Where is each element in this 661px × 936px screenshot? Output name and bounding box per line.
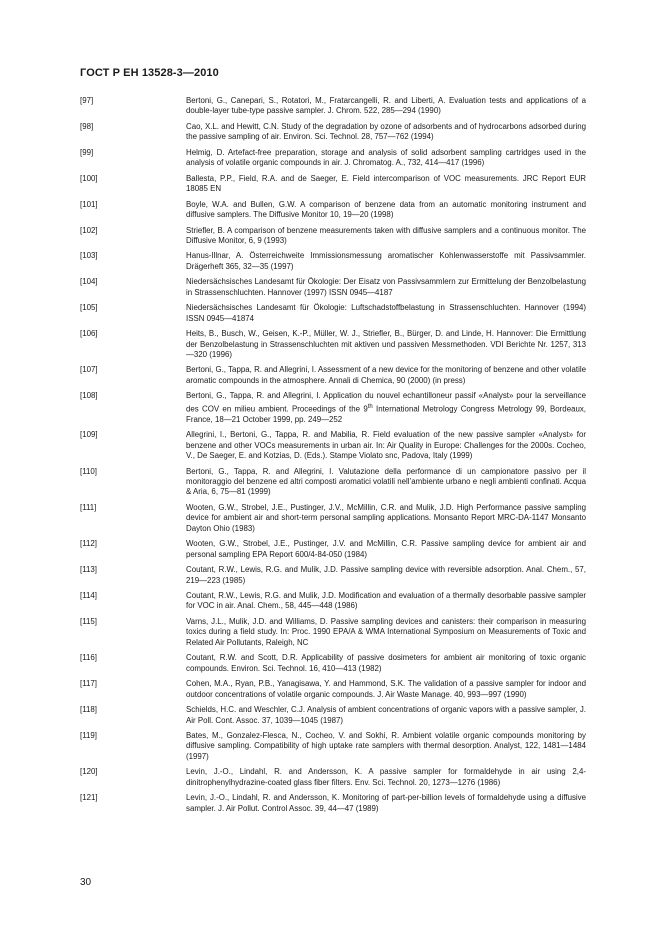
reference-number: [99] bbox=[80, 147, 94, 157]
reference-number: [114] bbox=[80, 591, 97, 601]
reference-text: Coutant, R.W. and Scott, D.R. Applicability of passive dosimeters for ambient air monitoring of toxic organic compounds. Environ. Sci. Technol. 16, 410—413 (1982) bbox=[186, 653, 586, 673]
reference-number: [104] bbox=[80, 277, 98, 287]
reference-text: Bates, M., Gonzalez-Flesca, N., Cocheo, V. and Sokhi, R. Ambient volatile organic compounds monitoring by diffusive sampling. Compatibility of high uptake rate samplers with thermal desorption. Analyst, 122, 1481—1484 (1997) bbox=[186, 731, 586, 761]
reference-number: [102] bbox=[80, 225, 98, 235]
reference-text: Coutant, R.W., Lewis, R.G. and Mulik, J.D. Modification and evaluation of a thermally desorbable passive sampler for VOC in air. Anal. Chem., 58, 445—448 (1986) bbox=[186, 591, 586, 611]
reference-text: Ballesta, P.P., Field, R.A. and de Saeger, E. Field intercomparison of VOC measurements. JRC Report EUR 18085 EN bbox=[186, 173, 586, 194]
reference-text: Bertoni, G., Canepari, S., Rotatori, M., Fratarcangelli, R. and Liberti, A. Evaluation tests and applications of a double-layer tube-type passive sampler. J. Chrom. 522, 285—294 (1990) bbox=[186, 96, 586, 116]
page-number: 30 bbox=[80, 877, 92, 888]
reference-text: Schields, H.C. and Weschler, C.J. Analysis of ambient concentrations of organic vapors with a passive sampler, J. Air Poll. Cont. Assoc. 37, 1039—1045 (1987) bbox=[186, 705, 586, 725]
reference-number: [105] bbox=[80, 303, 98, 313]
reference-entry bbox=[80, 303, 586, 324]
reference-text: Wooten, G.W., Strobel, J.E., Pustinger, J.V. and McMillin, C.R. Passive sampling device for ambient air and personal sampling EPA Report 600/4-84-050 (1984) bbox=[186, 539, 586, 559]
reference-text: Levin, J.-O., Lindahl, R. and Andersson, K. Monitoring of part-per-billion levels of formaldehyde using a diffusive sampler. J. Air Pollut. Control Assoc. 39, 44—47 (1989) bbox=[186, 793, 586, 813]
reference-number: [113] bbox=[80, 565, 97, 575]
reference-number: [107] bbox=[80, 365, 98, 375]
reference-number: [109] bbox=[80, 430, 98, 440]
reference-entry bbox=[80, 731, 586, 762]
reference-text: Boyle, W.A. and Bullen, G.W. A comparison of benzene data from an automatic monitoring instrument and diffusive samplers. The Diffusive Monitor 10, 19—20 (1998) bbox=[186, 199, 586, 220]
reference-text: Heits, B., Busch, W., Geisen, K.-P., Müller, W. J., Striefler, B., Bürger, D. and Linde, H. Hannover: Die Ermittlung der Benzolbelastung in Strassenschluchten mit aktiven und passiven Messmethoden. VDI Berichte Nr. 1257, 313—320 (1996) bbox=[186, 329, 586, 359]
reference-text: Hanus-Illnar, A. Österreichweite Immissionsmessung aromatischer Kohlenwasserstoffe mit Passivsammler. Drägerheft 365, 32—35 (1997) bbox=[186, 251, 586, 271]
reference-entry bbox=[80, 430, 586, 461]
reference-entry bbox=[80, 539, 586, 560]
reference-number: [111] bbox=[80, 502, 97, 512]
reference-text: Bertoni, G., Tappa, R. and Allegrini, I. Assessment of a new device for the monitoring of benzene and other volatile aromatic compounds in the atmosphere. Annali di Chemica, 90 (2000) (in press) bbox=[186, 365, 586, 385]
reference-number: [120] bbox=[80, 767, 98, 777]
reference-text: Levin, J.-O., Lindahl, R. and Andersson, K. A passive sampler for formaldehyde in air using 2,4-dinitrophenylhydrazine-coated glass fiber filters. Env. Sci. Technol. 20, 1273—1276 (1986) bbox=[186, 767, 586, 787]
reference-entry bbox=[80, 200, 586, 221]
reference-entry bbox=[80, 122, 586, 143]
reference-text: Bertoni, G., Tappa, R. and Allegrini, I. Application du nouvel echantilloneur passif «Analyst» pour la serveillance des COV en milieu ambient. Proceedings of the 9th International Metrology Congress Metrology 99, Bordeaux, France, 18—21 October 1999, pp. 249—252 bbox=[186, 391, 586, 424]
reference-number: [101] bbox=[80, 199, 98, 209]
reference-entry bbox=[80, 226, 586, 247]
reference-entry bbox=[80, 148, 586, 169]
reference-number: [100] bbox=[80, 173, 98, 183]
reference-text: Coutant, R.W., Lewis, R.G. and Mulik, J.D. Passive sampling device with reversible adsorption. Anal. Chem., 57, 219—223 (1985) bbox=[186, 565, 586, 585]
document-header: ГОСТ Р ЕН 13528-3—2010 bbox=[80, 67, 219, 79]
reference-text: Cao, X.L. and Hewitt, C.N. Study of the degradation by ozone of adsorbents and of hydrocarbons adsorbed during the passive sampling of air. Environ. Sci. Technol. 28, 757—762 (1994) bbox=[186, 121, 586, 142]
reference-entry bbox=[80, 793, 586, 814]
reference-number: [108] bbox=[80, 391, 98, 401]
reference-text: Helmig, D. Artefact-free preparation, storage and analysis of solid adsorbent sampling cartridges used in the analysis of volatile organic compounds in air. J. Chromatog. A., 732, 414—417 (1996) bbox=[186, 147, 586, 168]
reference-text: Niedersächsisches Landesamt für Ökologie: Luftschadstoffbelastung in Strassenschluchten. Hannover (1994) ISSN 0945—41874 bbox=[186, 303, 586, 323]
reference-entry bbox=[80, 617, 586, 648]
reference-entry bbox=[80, 705, 586, 726]
reference-entry bbox=[80, 96, 586, 117]
reference-entry bbox=[80, 251, 586, 272]
reference-number: [115] bbox=[80, 616, 97, 626]
reference-entry bbox=[80, 653, 586, 674]
reference-list bbox=[80, 96, 586, 819]
reference-number: [110] bbox=[80, 466, 97, 476]
reference-number: [112] bbox=[80, 539, 97, 549]
reference-text: Cohen, M.A., Ryan, P.B., Yanagisawa, Y. and Hammond, S.K. The validation of a passive sampler for indoor and outdoor concentrations of volatile organic compounds. J. Air Waste Manage. 40, 993—997 (1990) bbox=[186, 679, 586, 699]
reference-entry bbox=[80, 277, 586, 298]
reference-text: Allegrini, I., Bertoni, G., Tappa, R. and Mabilia, R. Field evaluation of the new passive sampler «Analyst» for benzene and other VOCs measurements in urban air. In: Air Quality in Europe: Challenges for the 2000s. Cocheo, V., De Saeger, E. and Kotzias, D. (Eds.). Stampe Violato snc, Padova, Italy (1999) bbox=[186, 430, 586, 461]
reference-entry bbox=[80, 329, 586, 360]
reference-text: Bertoni, G., Tappa, R. and Allegrini, I. Valutazione della performance di un campionatore passivo per il monitoraggio del benzene ed altri composti aromatici volatili nell’ambiente urbano e negli ambienti confinati. Acqua & Aria, 6, 75—81 (1999) bbox=[186, 466, 586, 497]
reference-text: Varns, J.L., Mulik, J.D. and Williams, D. Passive sampling devices and canisters: their comparison in measuring toxics during a field study. In: Proc. 1990 EPA/A & WMA International Symposium on Measurements of Toxic and Related Air Pollutants, Raleigh, NC bbox=[186, 616, 586, 647]
reference-entry bbox=[80, 467, 586, 498]
reference-number: [119] bbox=[80, 731, 97, 740]
reference-number: [98] bbox=[80, 121, 94, 131]
reference-number: [103] bbox=[80, 251, 98, 261]
reference-entry bbox=[80, 767, 586, 788]
reference-number: [97] bbox=[80, 96, 94, 105]
reference-entry bbox=[80, 365, 586, 386]
reference-entry bbox=[80, 591, 586, 612]
reference-number: [116] bbox=[80, 653, 97, 663]
reference-entry bbox=[80, 679, 586, 700]
reference-entry bbox=[80, 565, 586, 586]
reference-number: [118] bbox=[80, 705, 97, 715]
reference-text: Niedersächsisches Landesamt für Ökologie: Der Eisatz von Passivsammlern zur Ermittelung der Benzolbelastung in Strassenschluchten. Hannover (1997) ISSN 0945—4187 bbox=[186, 277, 586, 297]
reference-text: Wooten, G.W., Strobel, J.E., Pustinger, J.V., McMillin, C.R. and Mulik, J.D. High Performance passive sampling device for ambient air and short-term personal sampling applications. Monsanto Report MRC-DA-1147 Monsanto Dayton Ohio (1983) bbox=[186, 502, 586, 533]
reference-entry bbox=[80, 391, 586, 425]
reference-number: [121] bbox=[80, 793, 98, 803]
reference-number: [106] bbox=[80, 329, 98, 339]
reference-entry bbox=[80, 503, 586, 534]
reference-entry bbox=[80, 174, 586, 195]
reference-number: [117] bbox=[80, 679, 97, 689]
reference-text: Striefler, B. A comparison of benzene measurements taken with diffusive samplers and a continuous monitor. The Diffusive Monitor, 6, 9 (1993) bbox=[186, 225, 586, 245]
